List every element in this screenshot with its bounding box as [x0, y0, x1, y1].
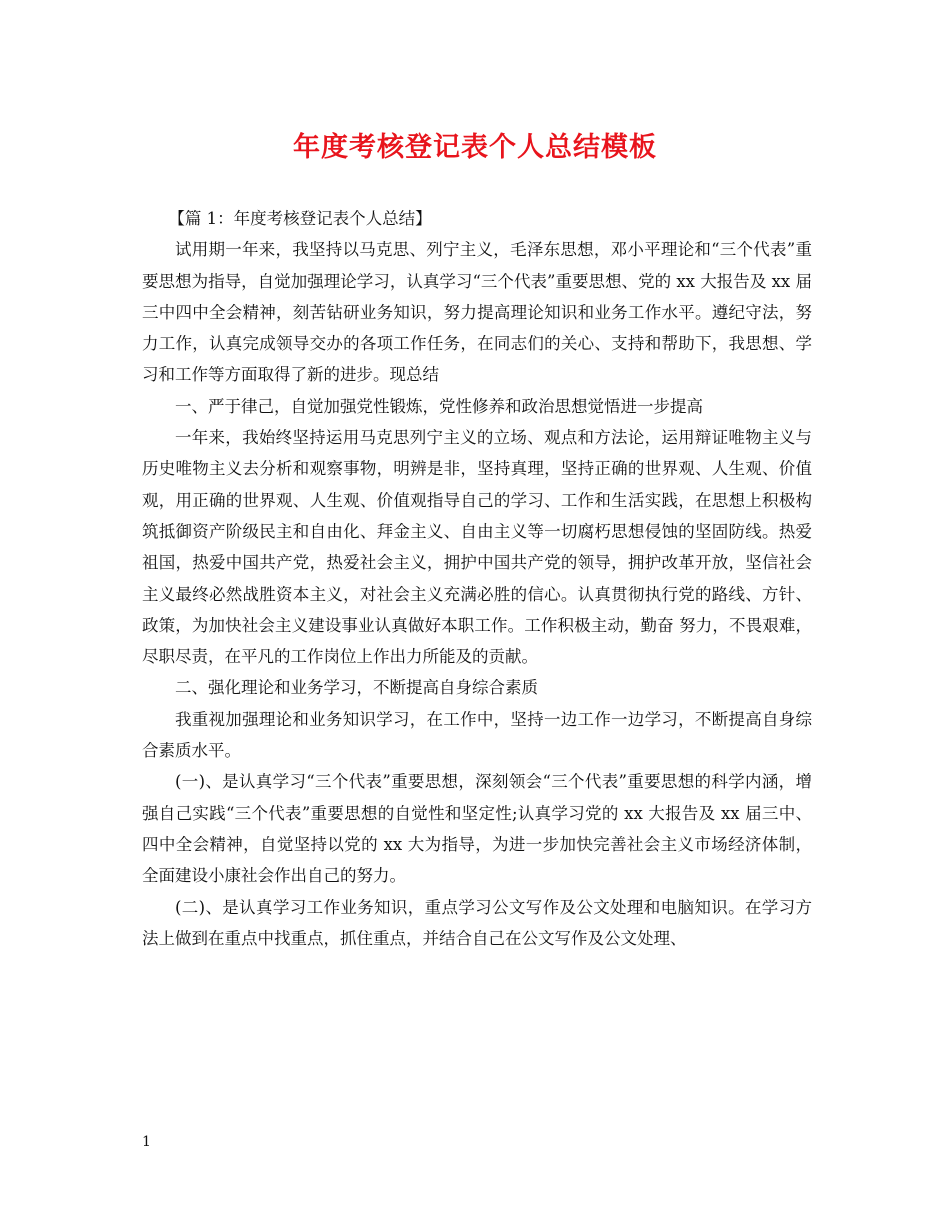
document-title: 年度考核登记表个人总结模板 — [293, 132, 657, 163]
section-heading-one: 一、严于律己，自觉加强党性锻炼，党性修养和政治思想觉悟进一步提高 — [175, 396, 703, 416]
document-body — [142, 203, 812, 954]
section-heading-two: 二、强化理论和业务学习，不断提高自身综合素质 — [175, 678, 538, 698]
body-paragraph: 我重视加强理论和业务知识学习，在工作中，坚持一边工作一边学习，不断提高自身综合素质水平。 — [142, 709, 812, 761]
body-paragraph: (二)、是认真学习工作业务知识，重点学习公文写作及公文处理和电脑知识。在学习方法上做到在重点中找重点，抓住重点，并结合自己在公文写作及公文处理、 — [142, 897, 812, 948]
body-paragraph: 试用期一年来，我坚持以马克思、列宁主义，毛泽东思想，邓小平理论和“三个代表”重要思想为指导，自觉加强理论学习，认真学习“三个代表”重要思想、党的 xx 大报告及 xx 届三中四中全会精神，刻苦钻研业务知识，努力提高理论知识和业务工作水平。遵纪守法，努力工作，认真完成领导交办的各项工作任务，在同志们的关心、支持和帮助下，我思想、学习和工作等方面取得了新的进步。现总结 — [142, 240, 812, 385]
body-paragraph: (一)、是认真学习“三个代表”重要思想，深刻领会“三个代表”重要思想的科学内涵，增强自己实践“三个代表”重要思想的自觉性和坚定性;认真学习党的 xx 大报告及 xx 届三中、四中全会精神，自觉坚持以党的 xx 大为指导，为进一步加快完善社会主义市场经济体制，全面建设小康社会作出自己的努力。 — [142, 772, 812, 886]
body-paragraph: 一年来，我始终坚持运用马克思列宁主义的立场、观点和方法论，运用辩证唯物主义与历史唯物主义去分析和观察事物，明辨是非，坚持真理，坚持正确的世界观、人生观、价值观，用正确的世界观、人生观、价值观指导自己的学习、工作和生活实践，在思想上积极构筑抵御资产阶级民主和自由化、拜金主义、自由主义等一切腐朽思想侵蚀的坚固防线。热爱祖国，热爱中国共产党，热爱社会主义，拥护中国共产党的领导，拥护改革开放，坚信社会主义最终必然战胜资本主义，对社会主义充满必胜的信心。认真贯彻执行党的路线、方针、政策，为加快社会主义建设事业认真做好本职工作。工作积极主动，勤奋 努力，不畏艰难，尽职尽责，在平凡的工作岗位上作出力所能及的贡献。 — [142, 428, 812, 667]
page-number: 1 — [142, 1134, 151, 1150]
section-heading-part1: 【篇 1：年度考核登记表个人总结】 — [168, 209, 432, 228]
